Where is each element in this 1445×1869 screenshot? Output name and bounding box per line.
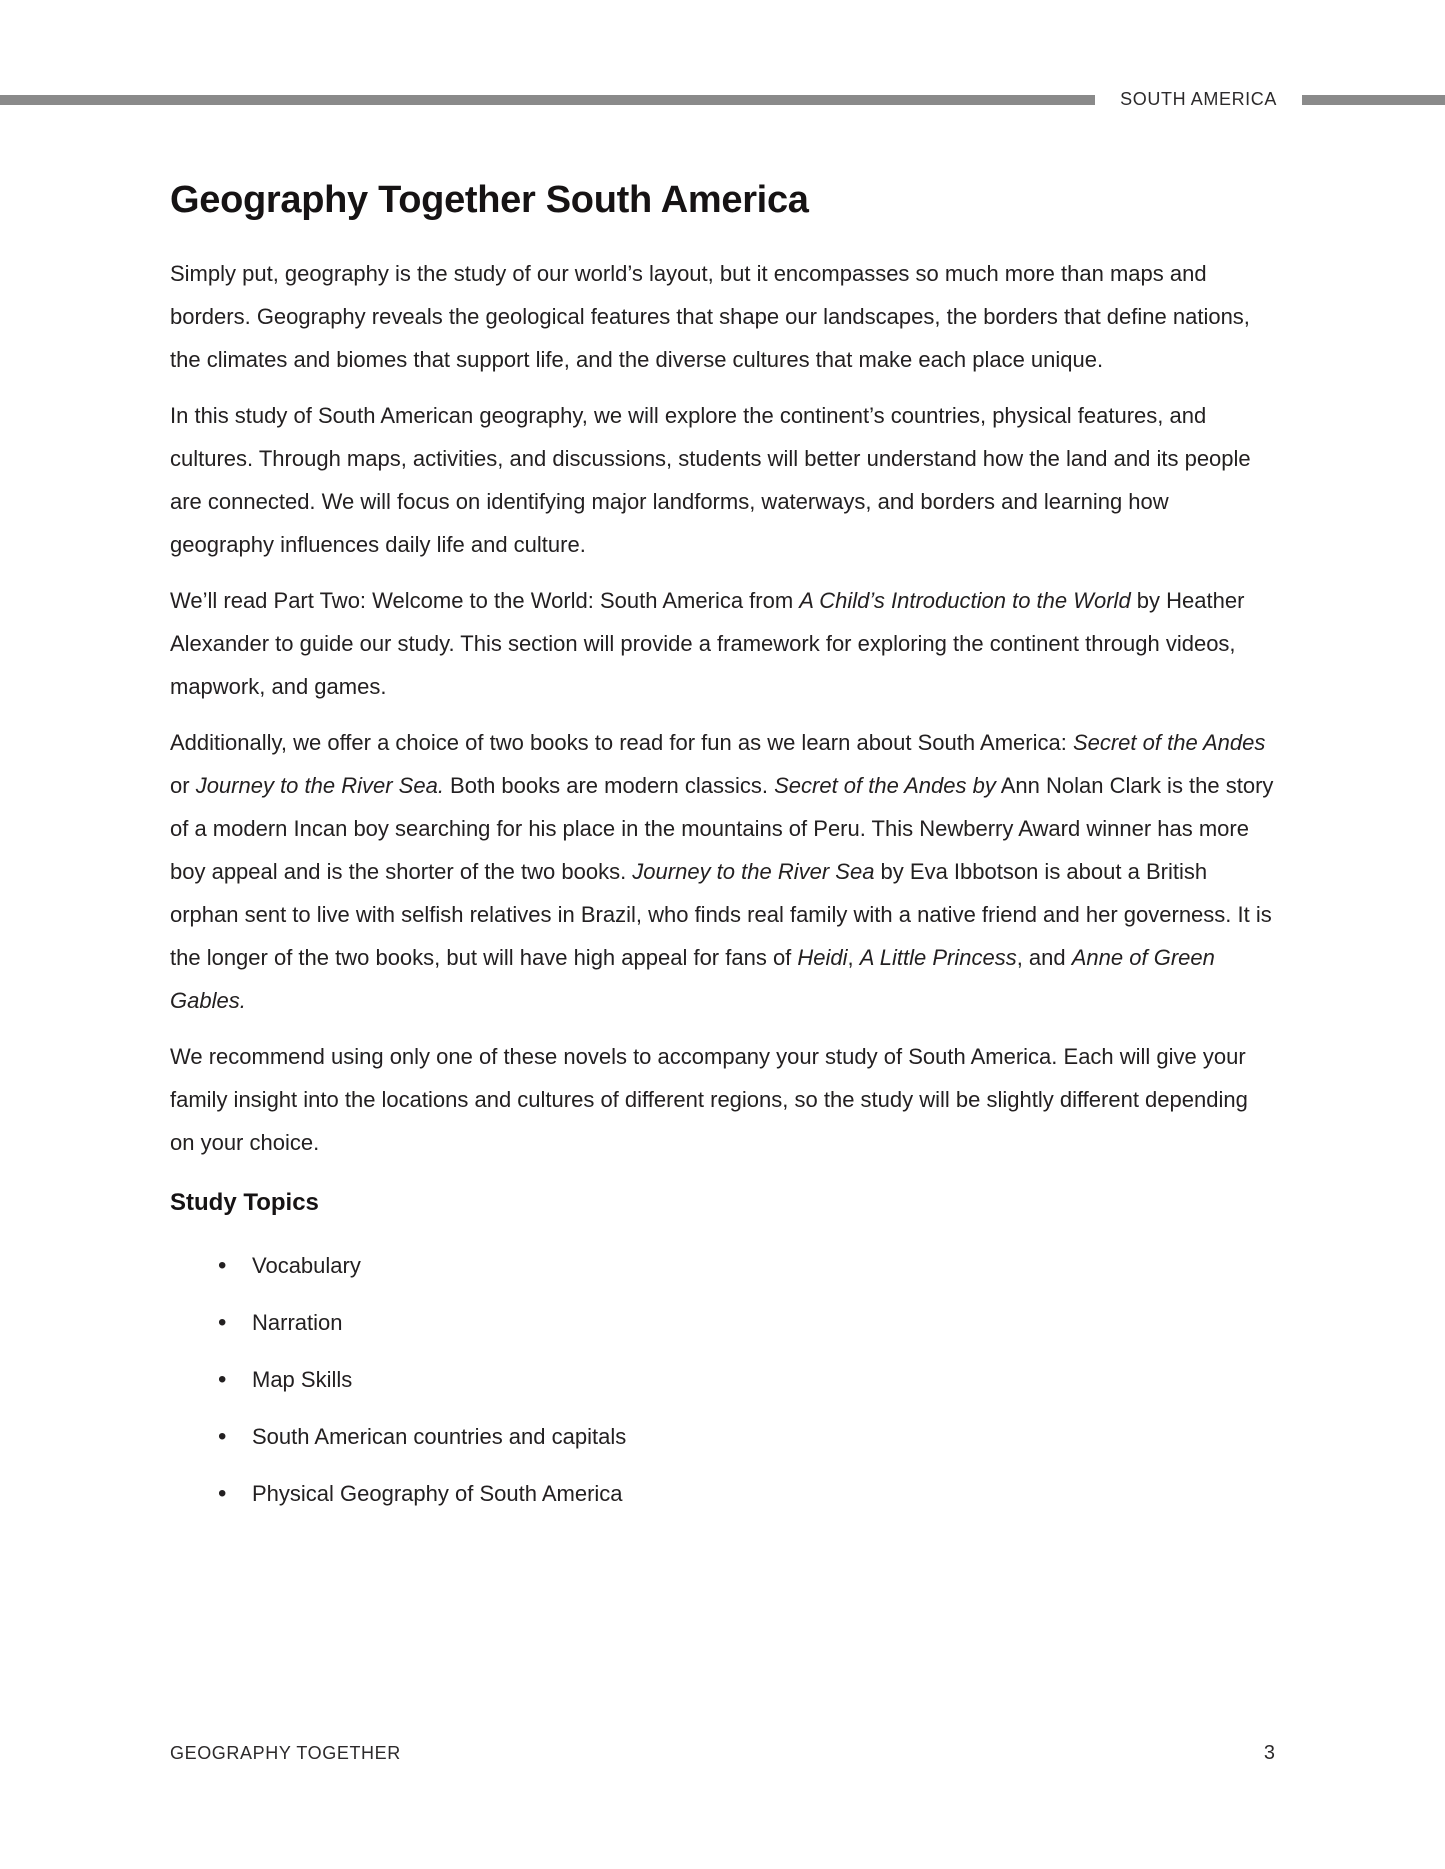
header-section-label: SOUTH AMERICA — [1120, 89, 1277, 109]
page-content — [170, 178, 1275, 1529]
study-topic-item: • Map Skills — [218, 1358, 1275, 1401]
italic-text-run: Journey to the River Sea. — [195, 773, 444, 798]
header-rule-right — [1302, 95, 1445, 105]
study-topic-item: • South American countries and capitals — [218, 1415, 1275, 1458]
page-header — [0, 89, 1445, 110]
italic-text-run: Anne of Green Gables. — [170, 945, 1215, 1013]
footer-page-number: 3 — [1263, 1742, 1275, 1764]
page-footer — [170, 1742, 1275, 1765]
paragraph — [170, 721, 1275, 1022]
text-run: Simply put, geography is the study of our world’s layout, but it encompasses so much more than maps and borders. Geography reveals the geological features that shape our landscapes, the borders that define nations, the climates and biomes that support life, and the diverse cultures that make each place unique. — [170, 261, 1250, 372]
text-run: We recommend using only one of these novels to accompany your study of South America. Each will give your family insight into the locations and cultures of different regions, so the study will be slightly different depending on your choice. — [170, 1044, 1248, 1155]
paragraph — [170, 394, 1275, 566]
italic-text-run: A Child’s Introduction to the World — [799, 588, 1131, 613]
text-run: , and — [1016, 945, 1072, 970]
body-paragraphs — [170, 252, 1275, 1164]
study-topic-item: • Physical Geography of South America — [218, 1472, 1275, 1515]
paragraph — [170, 1035, 1275, 1164]
italic-text-run: Secret of the Andes by — [774, 773, 996, 798]
paragraph — [170, 252, 1275, 381]
italic-text-run: A Little Princess — [859, 945, 1017, 970]
study-topics-list — [170, 1244, 1275, 1515]
text-run: In this study of South American geography, we will explore the continent’s countries, physical features, and cultures. Through maps, activities, and discussions, students will better understand how the land and its people are connected. We will focus on identifying major landforms, waterways, and borders and learning how geography influences daily life and culture. — [170, 403, 1251, 557]
text-run: Both books are modern classics. — [443, 773, 775, 798]
italic-text-run: Journey to the River Sea — [632, 859, 875, 884]
text-run: or — [170, 773, 196, 798]
footer-book-title: GEOGRAPHY TOGETHER — [170, 1743, 401, 1763]
text-run: , — [847, 945, 860, 970]
study-topic-item: • Vocabulary — [218, 1244, 1275, 1287]
italic-text-run: Secret of the Andes — [1072, 730, 1266, 755]
header-rule-left — [0, 95, 1095, 105]
text-run: We’ll read Part Two: Welcome to the World: South America from — [170, 588, 800, 613]
study-topics-heading: Study Topics — [170, 1189, 319, 1216]
paragraph — [170, 579, 1275, 708]
study-topic-item: • Narration — [218, 1301, 1275, 1344]
text-run: Additionally, we offer a choice of two books to read for fun as we learn about South America: — [170, 730, 1073, 755]
text-run: Ann Nolan Clark is the story of a modern Incan boy searching for his place in the mountains of Peru. This Newberry Award winner has more boy appeal and is the shorter of the two books. — [170, 773, 1274, 884]
text-run: by Eva Ibbotson is about a British orphan sent to live with selfish relatives in Brazil, who finds real family with a native friend and her governess. It is the longer of the two books, but will have high appeal for fans of — [170, 859, 1272, 970]
page-title: Geography Together South America — [170, 179, 809, 221]
italic-text-run: Heidi — [797, 945, 848, 970]
text-run: by Heather Alexander to guide our study. This section will provide a framework for exploring the continent through videos, mapwork, and games. — [170, 588, 1245, 699]
